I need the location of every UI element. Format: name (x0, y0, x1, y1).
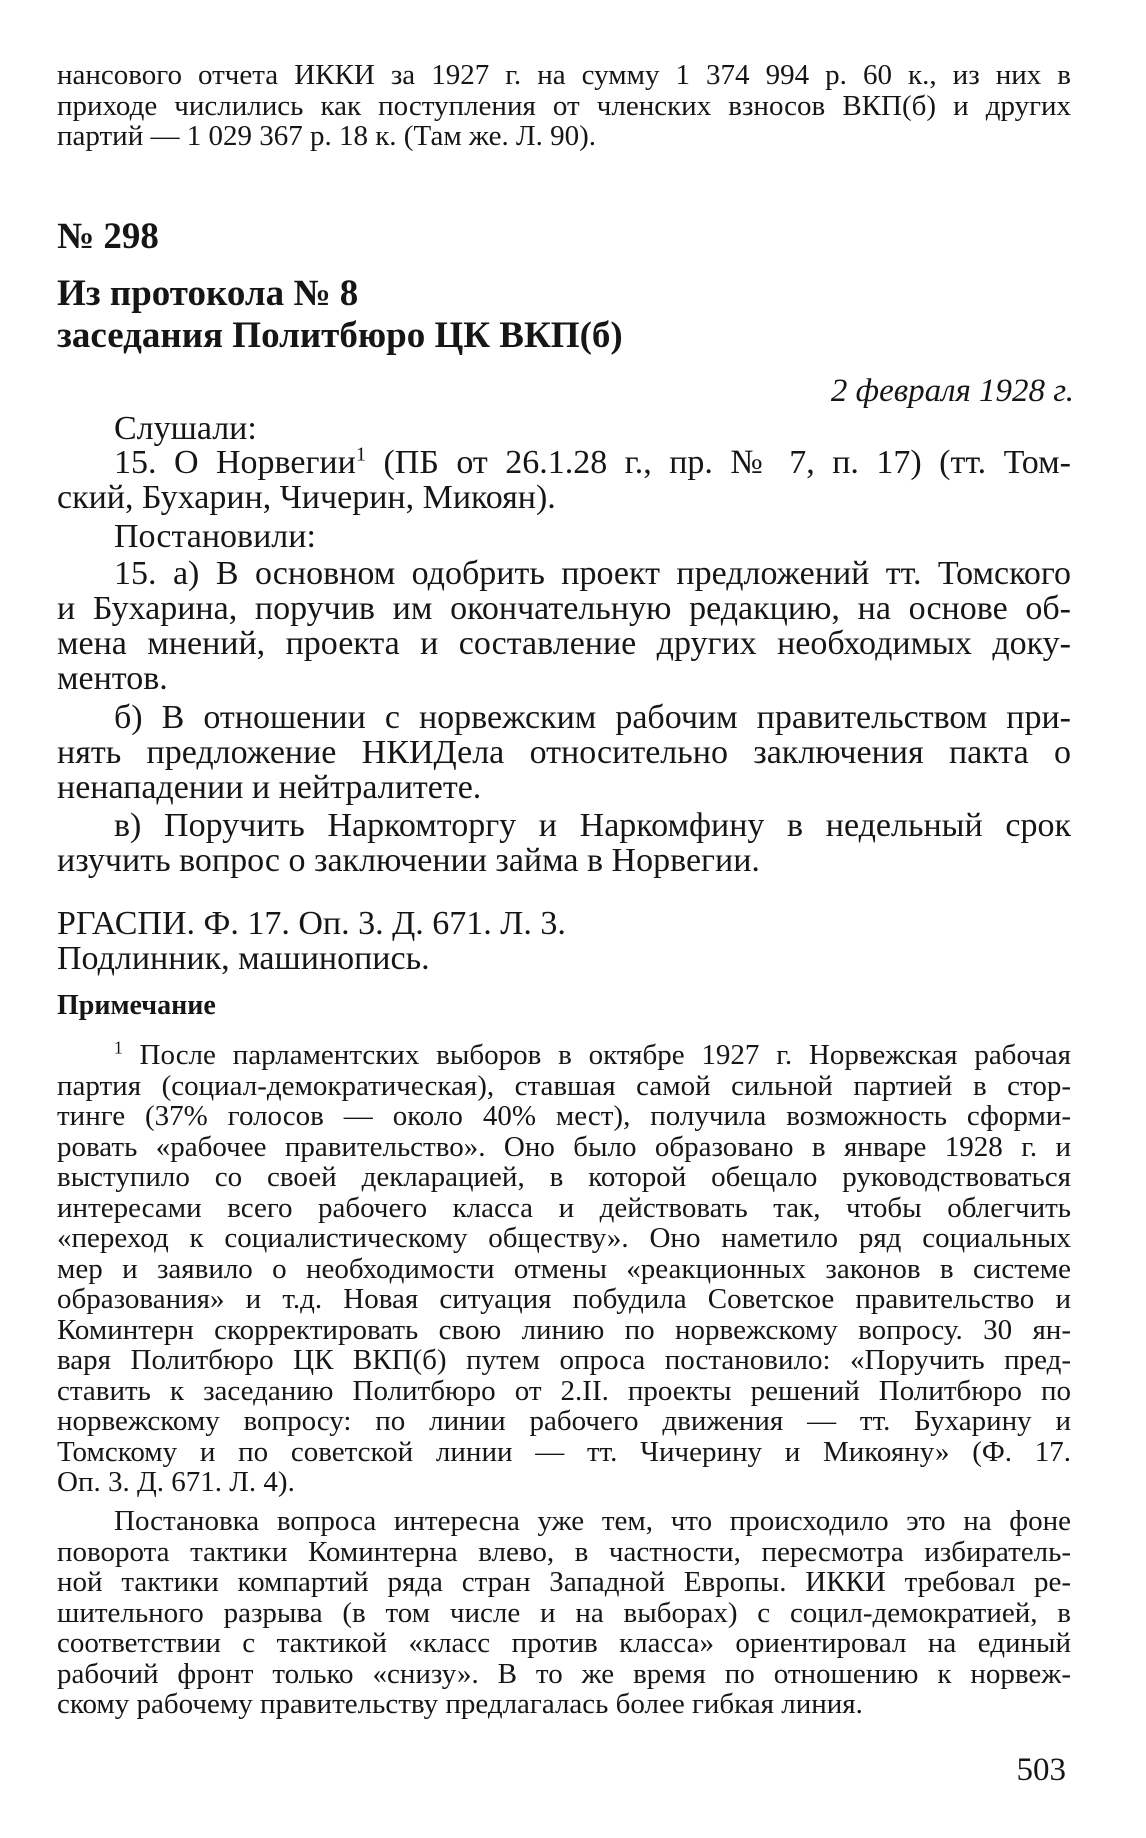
text-line: рабочий фронт только «снизу». В то же время по отношению к норвеж- (57, 1657, 1071, 1690)
text-line: ставить к заседанию Политбюро от 2.II. проекты решений Политбюро по (57, 1374, 1071, 1407)
text-line: интересами всего рабочего класса и действовать так, чтобы облегчить (57, 1191, 1071, 1224)
text-line: соответствии с тактикой «класс против класса» ориентировал на единый (57, 1627, 1071, 1659)
note-heading: Примечание (57, 990, 216, 1021)
text-line: нансового отчета ИККИ за 1927 г. на сумму 1 374 994 р. 60 к., из них в (57, 59, 1071, 91)
text-line: скому рабочему правительству предлагалась более гибкая линия. (57, 1688, 863, 1720)
text-line: приходе числились как поступления от членских взносов ВКП(б) и других (57, 89, 1071, 122)
text-line: б) В отношении с норвежским рабочим правительством при- (114, 699, 1071, 736)
heard-item-rest: (ПБ от 26.1.28 г., пр. № 7, п. 17) (тт. Том- (366, 444, 1071, 481)
source-info (57, 906, 1071, 976)
text-line: ной тактики компартий ряда стран Западной Европы. ИККИ требовал ре- (57, 1566, 1071, 1598)
text-line: мер и заявило о необходимости отмены «реакционных законов в системе (57, 1252, 1071, 1285)
text-line: Коминтерн скорректировать свою линию по норвежскому вопросу. 30 ян- (57, 1313, 1071, 1346)
resolved-para-c (57, 808, 1071, 878)
note-paragraph-2 (57, 1506, 1071, 1720)
title-line-2: заседания Политбюро ЦК ВКП(б) (57, 315, 623, 356)
text-line: «переход к социалистическому обществу». Оно наметило ряд социальных (57, 1222, 1071, 1254)
text-line: ровать «рабочее правительство». Оно было образовано в январе 1928 г. и (57, 1130, 1071, 1163)
text-line: и Бухарина, поручив им окончательную редакцию, на основе об- (57, 590, 1071, 627)
text-line (57, 1037, 1071, 1071)
resolved-para-a (57, 556, 1071, 696)
text-line: партий — 1 029 367 р. 18 к. (Там же. Л. 90). (57, 120, 597, 152)
text-line: тинге (37% голосов — около 40% мест), получила возможность сформи- (57, 1100, 1071, 1132)
top-continuation (57, 60, 1071, 152)
text-line: партия (социал-демократическая), ставшая самой сильной партией в стор- (57, 1069, 1071, 1102)
text-line: Оп. 3. Д. 671. Л. 4). (57, 1466, 295, 1498)
text-line: поворота тактики Коминтерна влево, в частности, пересмотра избиратель- (57, 1535, 1071, 1568)
heard-item (57, 445, 1071, 515)
text-line: в) Поручить Наркомторгу и Наркомфину в недельный срок (114, 807, 1071, 844)
text-line: норвежскому вопросу: по линии рабочего движения — тт. Бухарину и (57, 1405, 1071, 1437)
text-line: Томскому и по советской линии — тт. Чичерину и Микояну» (Ф. 17. (57, 1435, 1071, 1468)
text-line: мена мнений, проекта и составление других необходимых доку- (57, 625, 1071, 662)
document-title (57, 273, 623, 357)
footnote-mark: 1 (114, 1037, 123, 1058)
resolved-label: Постановили: (114, 518, 316, 555)
footnote-ref[interactable]: 1 (355, 443, 367, 466)
document-number: № 298 (57, 216, 159, 257)
text-line: шительного разрыва (в том числе и на выборах) с социл-демократией, в (57, 1596, 1071, 1629)
document-date: 2 февраля 1928 г. (830, 373, 1074, 409)
title-line-1: Из протокола № 8 (57, 273, 359, 314)
text-line: выступило со своей декларацией, в которой обещало руководствоваться (57, 1161, 1071, 1193)
text-line: ский, Бухарин, Чичерин, Микоян). (57, 479, 556, 516)
text-line: ментов. (57, 660, 168, 697)
heard-label: Слушали: (114, 410, 257, 447)
text-line: образования» и т.д. Новая ситуация побудила Советское правительство и (57, 1283, 1071, 1315)
text-line: варя Политбюро ЦК ВКП(б) путем опроса постановило: «Поручить пред- (57, 1344, 1071, 1376)
document-type: Подлинник, машинопись. (57, 940, 430, 977)
text-line: 15. а) В основном одобрить проект предложений тт. Томского (114, 555, 1071, 592)
text-line: изучить вопрос о заключении займа в Норвегии. (57, 842, 760, 879)
note-first-line: После парламентских выборов в октябре 1927 г. Норвежская рабочая (122, 1039, 1071, 1071)
resolved-para-b (57, 700, 1071, 805)
text-line: Постановка вопроса интересна уже тем, что происходило это на фоне (114, 1505, 1071, 1537)
text-line: нять предложение НКИДела относительно заключения пакта о (57, 734, 1071, 771)
archive-reference: РГАСПИ. Ф. 17. Оп. 3. Д. 671. Л. 3. (57, 905, 566, 942)
text-line: ненападении и нейтралитете. (57, 769, 482, 806)
note-paragraph-1 (57, 1037, 1071, 1498)
page-number: 503 (1016, 1752, 1066, 1788)
text-line (57, 445, 1071, 480)
heard-item-text: 15. О Норвегии (114, 444, 356, 481)
